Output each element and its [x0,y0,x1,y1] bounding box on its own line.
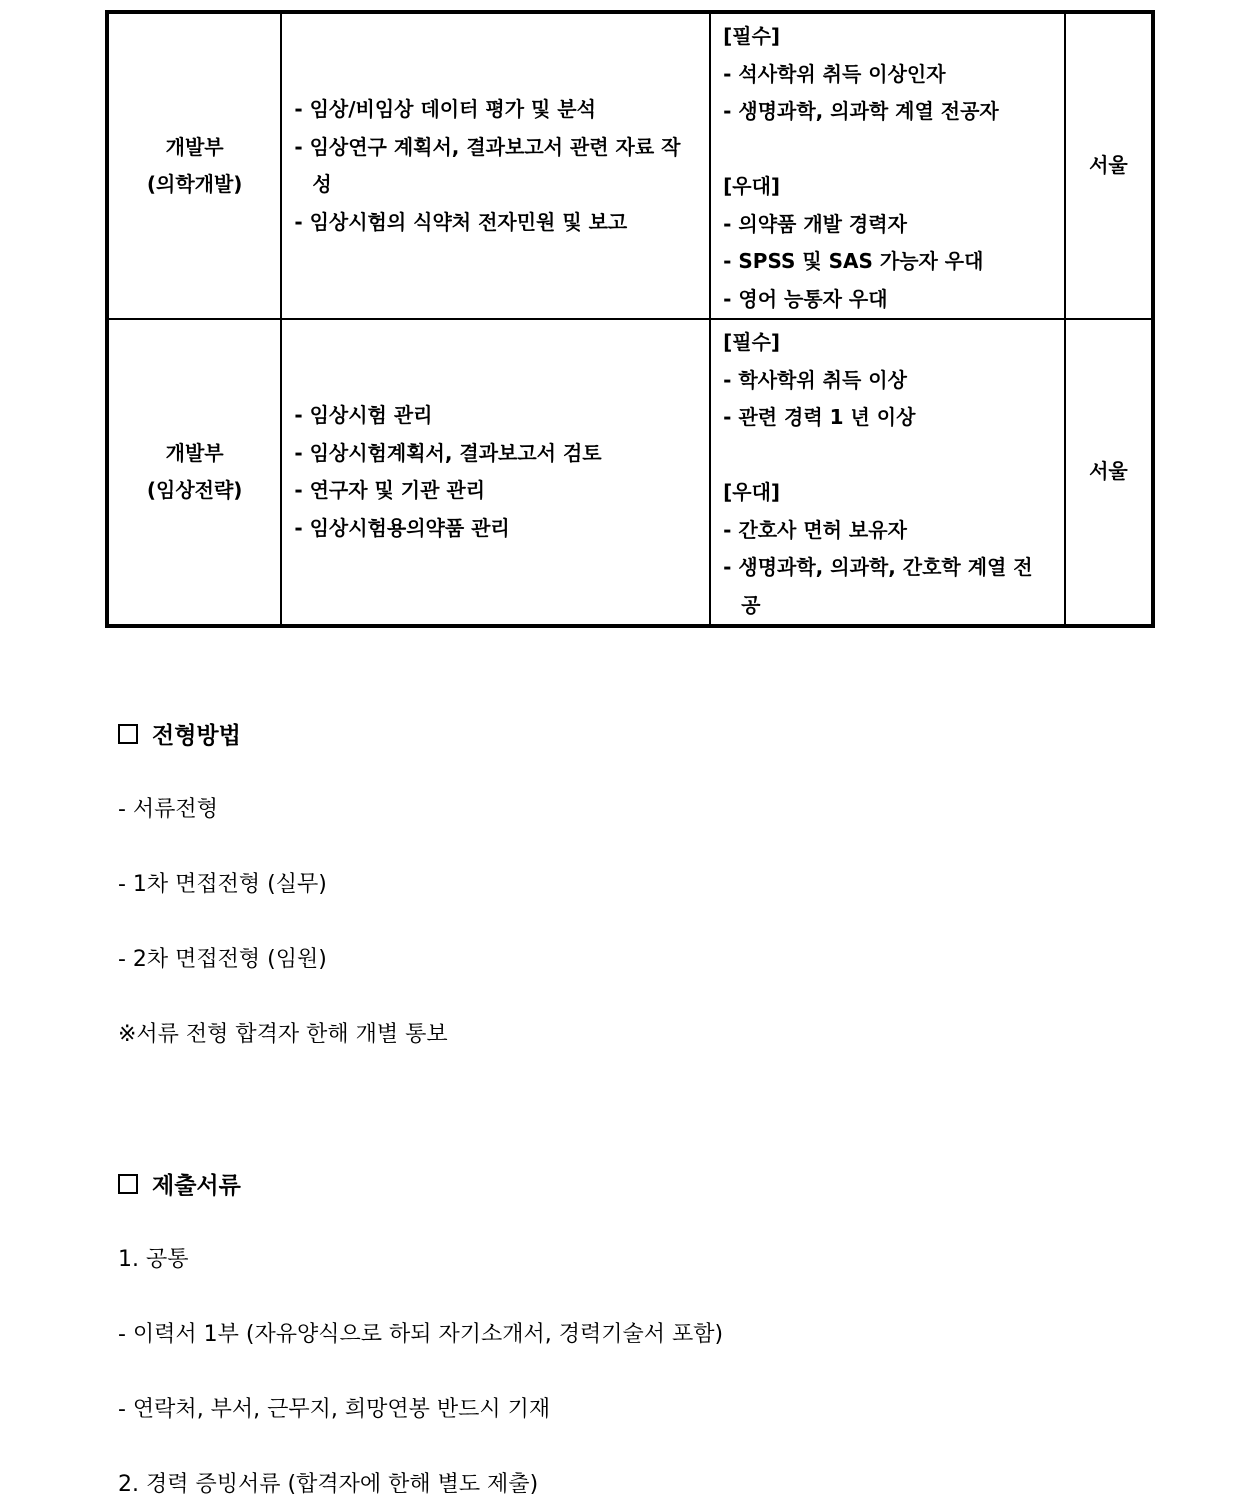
required-item: - 석사학위 취득 이상인자 [723,61,946,86]
required-label: [필수] [723,330,781,354]
department-team: (임상전략) [146,478,243,502]
duty-item: - 임상시험 관리 [294,403,433,427]
qualifications-cell [710,12,1065,319]
documents-item: - 연락처, 부서, 근무지, 희망연봉 반드시 기재 [118,1397,551,1422]
required-item: - 생명과학, 의과학 계열 전공자 [723,99,999,123]
checkbox-square-icon [118,1174,138,1194]
selection-item: - 2차 면접전형 (임원) [118,947,327,972]
required-item: - 관련 경력 1 년 이상 [723,405,916,429]
spacer [723,437,1052,475]
table-row [107,319,1153,626]
selection-item: - 서류전형 [118,797,218,822]
job-requirements-table [105,10,1155,628]
preferred-item: - 생명과학, 의과학, 간호학 계열 전공 [723,555,1033,617]
required-item: - 학사학위 취득 이상 [723,367,907,392]
documents-heading-text: 제출서류 [152,1173,241,1199]
spacer [723,131,1052,169]
preferred-label: [우대] [723,480,781,504]
selection-heading-text: 전형방법 [152,723,241,749]
department-cell [107,12,281,319]
documents-item: - 이력서 1부 (자유양식으로 하되 자기소개서, 경력기술서 포함) [118,1322,724,1347]
required-label: [필수] [723,24,781,48]
qualifications-cell [710,319,1065,626]
department-cell [107,319,281,626]
location-cell: 서울 [1065,319,1153,626]
documents-heading [118,1171,241,1201]
duty-item: - 임상연구 계획서, 결과보고서 관련 자료 작성 [294,134,681,196]
duty-item: - 임상/비임상 데이터 평가 및 분석 [294,97,596,121]
selection-item: - 1차 면접전형 (실무) [118,872,327,897]
duty-item: - 임상시험의 식약처 전자민원 및 보고 [294,209,628,234]
documents-item: 2. 경력 증빙서류 (합격자에 한해 별도 제출) [118,1472,539,1497]
preferred-item: - 영어 능통자 우대 [723,286,888,311]
duty-item: - 임상시험용의약품 관리 [294,515,510,540]
duties-cell [281,319,710,626]
department-name: 개발부 [165,440,224,465]
preferred-label: [우대] [723,174,781,198]
location-cell: 서울 [1065,12,1153,319]
preferred-item: - 의약품 개발 경력자 [723,211,907,236]
duties-cell [281,12,710,319]
preferred-item: - 간호사 면허 보유자 [723,517,907,542]
documents-item: 1. 공통 [118,1247,189,1272]
table-row [107,12,1153,319]
duty-item: - 연구자 및 기관 관리 [294,478,486,502]
department-name: 개발부 [165,134,224,159]
selection-note: ※서류 전형 합격자 한해 개별 통보 [118,1022,448,1047]
selection-heading [118,721,241,751]
preferred-item: - SPSS 및 SAS 가능자 우대 [723,249,984,273]
checkbox-square-icon [118,724,138,744]
duty-item: - 임상시험계획서, 결과보고서 검토 [294,440,602,465]
department-team: (의학개발) [146,172,243,196]
